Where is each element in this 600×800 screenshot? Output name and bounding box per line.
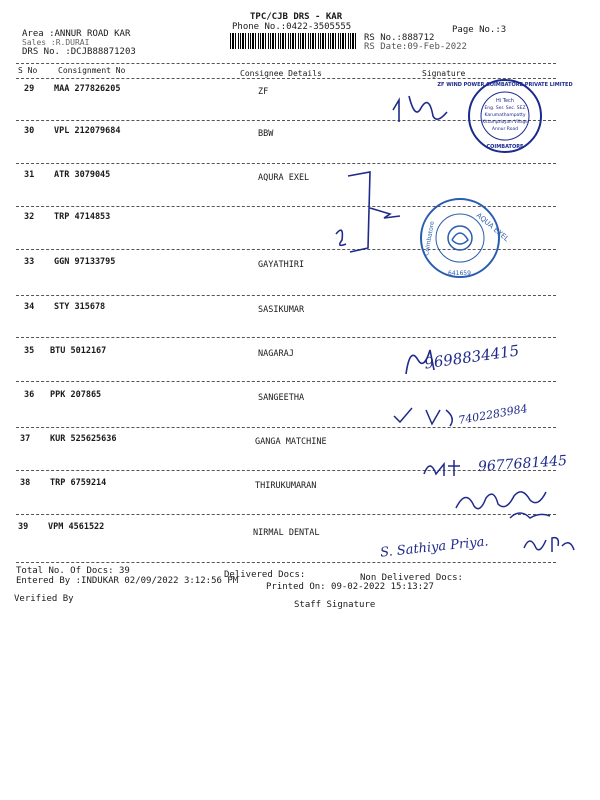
- signature-scribble-row36: [390, 400, 460, 430]
- drs-number: DRS No. :DCJB88871203: [22, 47, 136, 57]
- zf-stamp-ring-text: ZF WIND POWER COIMBATORE PRIVATE LIMITED: [437, 82, 573, 88]
- col-header-consignee: Consignee Details: [240, 69, 322, 78]
- row-sno: 35: [24, 346, 35, 356]
- aqua-stamp-bottom-text: 641659: [448, 270, 471, 277]
- row-consignee: AQURA EXEL: [258, 173, 310, 183]
- page-number: Page No.:3: [452, 25, 507, 35]
- row-consignment: ATR 3079045: [54, 170, 111, 180]
- phone-number: Phone No.:0422-3505555: [232, 22, 352, 32]
- entered-by: Entered By :INDUKAR 02/09/2022 3:12:56 PM: [16, 576, 239, 586]
- row-consignment: TRP 4714853: [54, 212, 111, 222]
- row-sno: 33: [24, 257, 35, 267]
- row-sno: 38: [20, 478, 31, 488]
- row-consignee: NAGARAJ: [258, 349, 294, 359]
- row-consignment: TRP 6759214: [50, 478, 107, 488]
- signature-bracket-row31: [330, 168, 410, 258]
- row-sno: 29: [24, 84, 35, 94]
- row-consignment: KUR 525625636: [50, 434, 117, 444]
- sales-label: Sales :R.DURAI: [22, 38, 90, 47]
- row-divider: [16, 163, 556, 164]
- row-divider: [16, 562, 556, 563]
- row-divider: [16, 337, 556, 338]
- report-title: TPC/CJB DRS - KAR: [250, 12, 343, 22]
- header-divider: [16, 63, 556, 64]
- row-sno: 34: [24, 302, 35, 312]
- area-label: Area :ANNUR ROAD KAR: [22, 29, 131, 39]
- col-header-signature: Signature: [422, 69, 466, 78]
- row-sno: 30: [24, 126, 35, 136]
- row-consignment: VPM 4561522: [48, 522, 105, 532]
- row-sno: 32: [24, 212, 35, 222]
- row-consignee: GAYATHIRI: [258, 260, 305, 270]
- verified-by: Verified By: [14, 594, 74, 604]
- zf-stamp-line4: Kittampalayam Village: [482, 119, 528, 124]
- rs-number: RS No.:888712: [364, 33, 435, 43]
- total-docs: Total No. Of Docs: 39: [16, 566, 130, 576]
- col-header-sno: S No: [18, 66, 38, 75]
- aqua-exel-stamp: [418, 196, 511, 280]
- handwritten-name-row39: S. Sathiya Priya.: [379, 534, 490, 561]
- zf-stamp-bottom: COIMBATORE: [486, 144, 524, 150]
- zf-stamp-line3: Karumathampatty: [484, 113, 526, 118]
- zf-stamp-line2: Eng. Ser. Sec. SEZ: [484, 106, 526, 111]
- staff-signature: Staff Signature: [294, 600, 376, 610]
- row-consignment: GGN 97133795: [54, 257, 116, 267]
- row-divider: [16, 381, 556, 382]
- row-divider: [16, 295, 556, 296]
- zf-stamp-line5: Annur Road: [491, 127, 519, 132]
- row-divider: [16, 427, 556, 428]
- handwritten-phone-row37: 9677681445: [477, 452, 568, 476]
- row-consignment: VPL 212079684: [54, 126, 121, 136]
- row-sno: 31: [24, 170, 35, 180]
- delivered-docs: Delivered Docs:: [224, 570, 306, 580]
- handwritten-phone-row35: 9698834415: [423, 341, 521, 373]
- row-consignee: SANGEETHA: [258, 393, 305, 403]
- row-sno: 37: [20, 434, 31, 444]
- signature-scribble-row38: [450, 478, 570, 523]
- row-consignment: PPK 207865: [50, 390, 102, 400]
- aqua-stamp-ring-text: AQUA EXEL: [474, 211, 511, 244]
- col-header-consignment: Consignment No: [58, 66, 126, 75]
- zf-stamp-line1: Hi Tech: [496, 98, 514, 104]
- row-sno: 39: [18, 522, 29, 532]
- row-consignee: ZF: [258, 87, 269, 97]
- row-consignee: NIRMAL DENTAL: [253, 528, 320, 538]
- row-consignment: MAA 277826205: [54, 84, 121, 94]
- row-consignee: BBW: [258, 129, 274, 139]
- row-consignee: SASIKUMAR: [258, 305, 305, 315]
- aqua-stamp-left-text: Coimbatore: [423, 220, 437, 257]
- row-consignee: THIRUKUMARAN: [255, 481, 317, 491]
- row-consignee: GANGA MATCHINE: [255, 437, 327, 447]
- signature-scribble-row39b: [520, 528, 580, 558]
- barcode: [230, 33, 358, 49]
- non-delivered-docs: Non Delivered Docs:: [360, 573, 463, 583]
- row-consignment: STY 315678: [54, 302, 106, 312]
- signature-scribble-row29: [385, 90, 455, 130]
- zf-company-stamp: [437, 78, 573, 154]
- row-consignment: BTU 5012167: [50, 346, 107, 356]
- printed-on: Printed On: 09-02-2022 15:13:27: [266, 582, 434, 592]
- handwritten-phone-row36: 7402283984: [457, 402, 529, 427]
- row-sno: 36: [24, 390, 35, 400]
- rs-date: RS Date:09-Feb-2022: [364, 42, 467, 52]
